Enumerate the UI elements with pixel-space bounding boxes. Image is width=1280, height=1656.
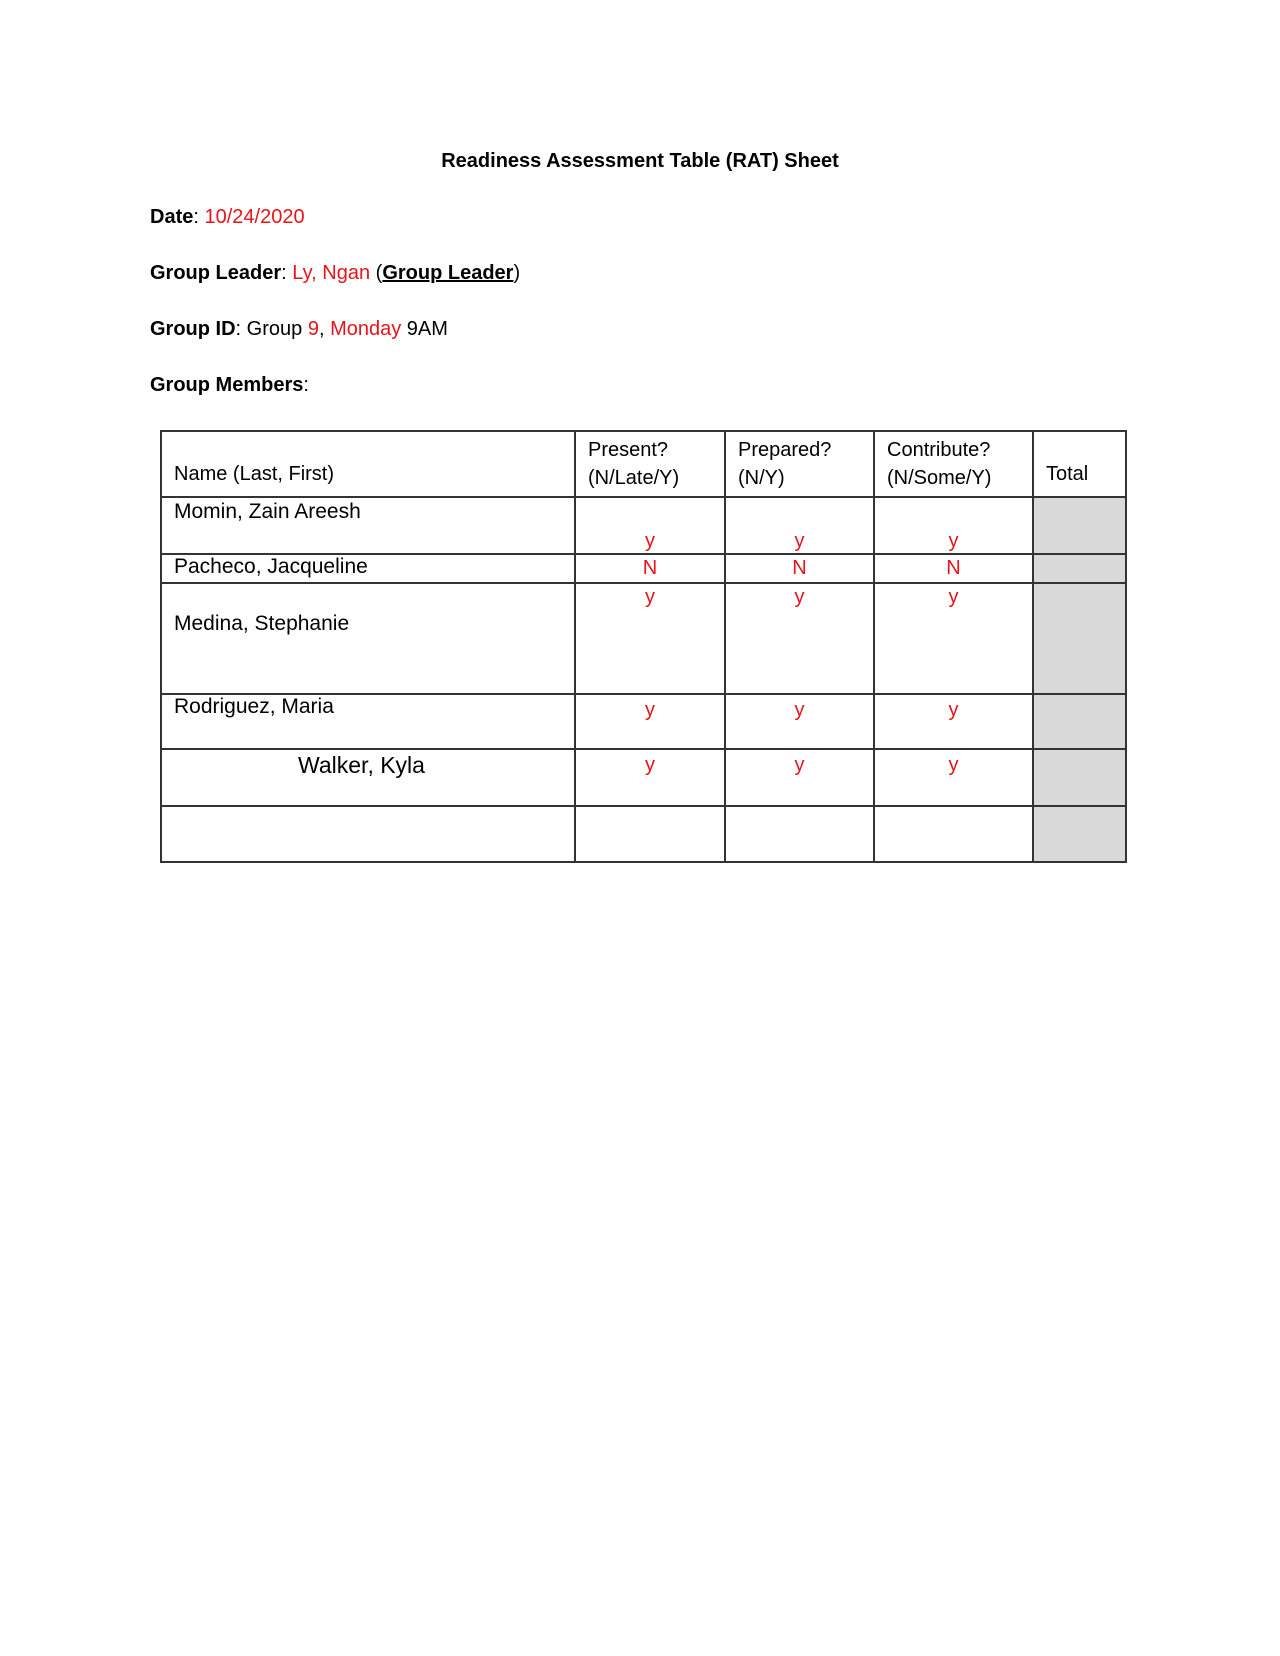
header-prepared: Prepared? (N/Y) [725, 431, 874, 497]
header-contribute: Contribute? (N/Some/Y) [874, 431, 1033, 497]
member-name: Pacheco, Jacqueline [174, 555, 368, 578]
contribute-value: y [948, 586, 959, 608]
contribute-value: N [946, 557, 961, 579]
group-id-label: Group ID [150, 318, 236, 340]
group-leader-name: Ly, Ngan [292, 262, 371, 284]
group-members-label: Group Members [150, 374, 304, 396]
group-id-number: 9 [307, 318, 319, 340]
total-cell [1033, 694, 1126, 749]
header-name: Name (Last, First) [161, 431, 575, 497]
present-value: y [645, 699, 655, 721]
group-leader-line: Group Leader: Ly, Ngan (Group Leader) [150, 262, 521, 284]
member-name: Rodriguez, Maria [174, 695, 334, 718]
group-members-line: Group Members: [150, 374, 309, 396]
date-label: Date [150, 206, 194, 228]
prepared-value: y [794, 754, 805, 776]
table-row [161, 497, 1126, 554]
date-line: Date: 10/24/2020 [150, 206, 305, 228]
total-cell [1033, 554, 1126, 583]
group-id-time: 9AM [406, 318, 448, 340]
present-value: y [645, 754, 655, 776]
present-value: N [642, 557, 658, 579]
contribute-value: y [948, 699, 959, 721]
table-row [161, 749, 1126, 806]
group-leader-role: Group Leader [382, 262, 514, 284]
table-row [161, 694, 1126, 749]
total-cell [1033, 497, 1126, 554]
prepared-value: N [792, 557, 807, 579]
total-cell [1033, 749, 1126, 806]
table-row [161, 554, 1126, 583]
group-id-day: Monday [330, 318, 402, 340]
document-title: Readiness Assessment Table (RAT) Sheet [441, 150, 839, 172]
total-cell [1033, 583, 1126, 694]
member-name: Medina, Stephanie [174, 612, 350, 635]
header-present: Present? (N/Late/Y) [575, 431, 725, 497]
present-value: y [645, 586, 655, 608]
table-header-row [161, 431, 1126, 497]
prepared-value: y [794, 699, 805, 721]
contribute-value: y [948, 530, 959, 552]
total-cell [1033, 806, 1126, 862]
group-leader-label: Group Leader [150, 262, 282, 284]
table-row [161, 583, 1126, 694]
rat-table [160, 430, 1127, 863]
contribute-value: y [948, 754, 959, 776]
table-row [161, 806, 1126, 862]
header-total: Total [1033, 431, 1126, 497]
member-name: Momin, Zain Areesh [174, 500, 361, 523]
prepared-value: y [794, 586, 805, 608]
group-id-prefix: Group [246, 318, 303, 340]
date-value: 10/24/2020 [204, 206, 305, 228]
member-name: Walker, Kyla [298, 752, 425, 778]
group-id-line: Group ID: Group 9, Monday 9AM [150, 318, 448, 340]
present-value: y [645, 530, 655, 552]
prepared-value: y [794, 530, 805, 552]
